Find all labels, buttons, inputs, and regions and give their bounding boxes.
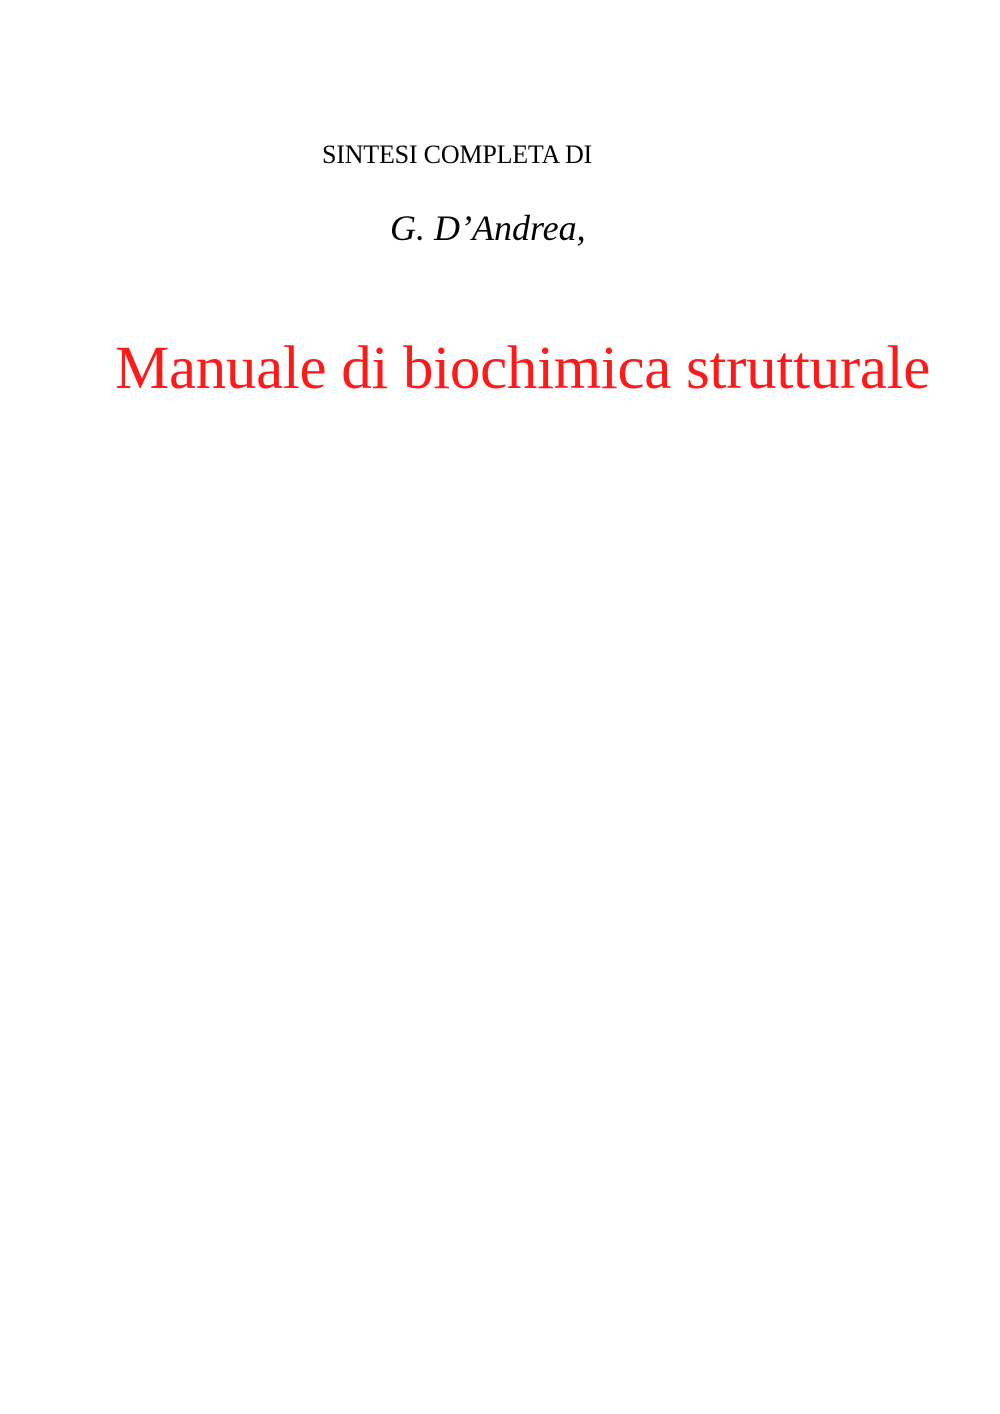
intro-line: SINTESI COMPLETA DI (322, 140, 593, 169)
author-name: G. D’Andrea, (390, 208, 586, 248)
document-title: Manuale di biochimica strutturale (115, 335, 931, 402)
